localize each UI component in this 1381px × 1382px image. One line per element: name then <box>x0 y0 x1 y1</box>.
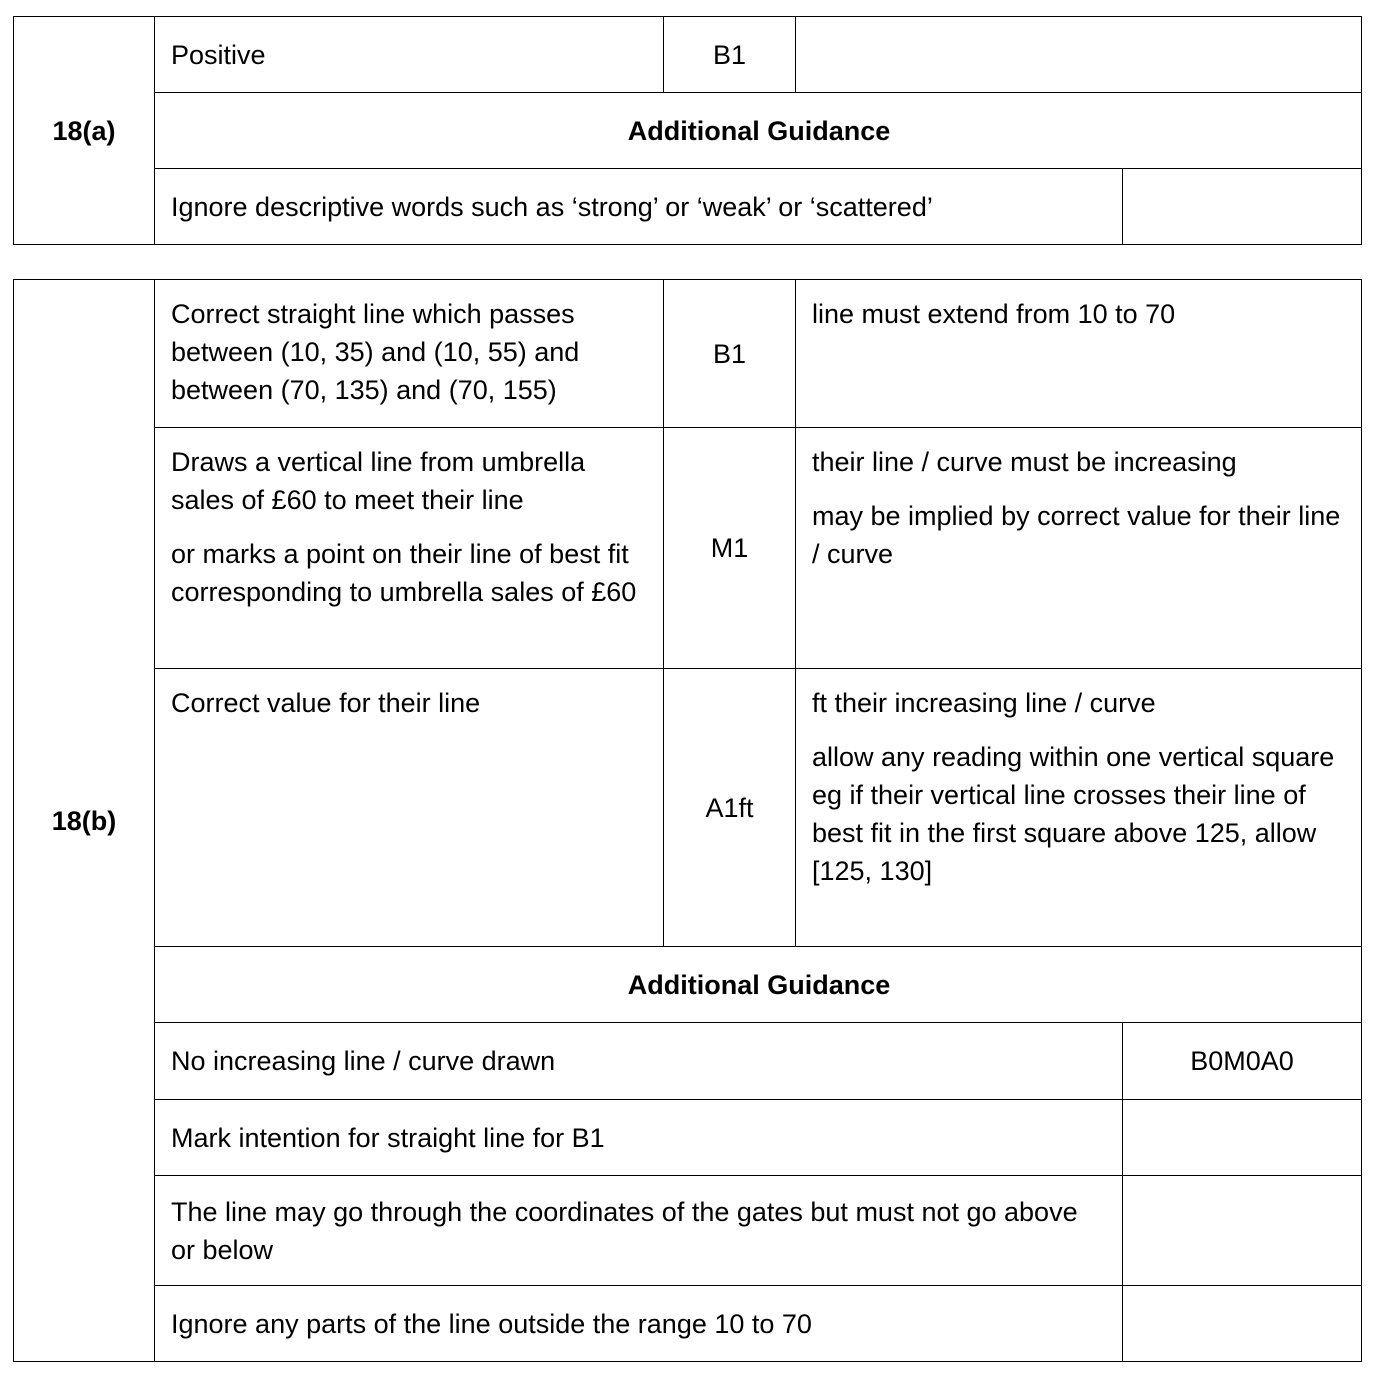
comments-cell <box>796 280 1362 428</box>
mark-cell: B1 <box>664 17 796 93</box>
marking-row <box>14 428 1362 669</box>
comment-text: may be implied by correct value for their line / curve <box>812 501 1341 569</box>
mark-cell: M1 <box>664 428 796 669</box>
comment-text: allow any reading within one vertical square <box>812 742 1335 772</box>
guidance-text: Ignore descriptive words such as ‘strong’ or ‘weak’ or ‘scattered’ <box>155 169 1123 245</box>
mark-scheme-table-18a <box>13 16 1362 245</box>
guidance-text: No increasing line / curve drawn <box>155 1023 1123 1100</box>
comment-text: their line / curve must be increasing <box>812 447 1237 477</box>
guidance-mark <box>1123 1286 1362 1362</box>
mark-cell: A1ft <box>664 669 796 947</box>
guidance-mark <box>1123 1176 1362 1286</box>
guidance-heading: Additional Guidance <box>155 947 1362 1023</box>
guidance-mark: B0M0A0 <box>1123 1023 1362 1100</box>
mark-scheme-table-18b <box>13 279 1362 1362</box>
guidance-row <box>14 1023 1362 1100</box>
answer-text: Draws a vertical line from umbrella sales of £60 to meet their line <box>171 447 586 515</box>
comment-text: eg if their vertical line crosses their line of best fit in the first square above 125, allow [125, 130] <box>812 780 1317 886</box>
answer-cell <box>155 280 664 428</box>
comments-cell <box>796 669 1362 947</box>
guidance-text: Mark intention for straight line for B1 <box>155 1100 1123 1176</box>
answer-cell <box>155 428 664 669</box>
marking-row <box>14 280 1362 428</box>
answer-text: Correct value for their line <box>171 688 481 718</box>
guidance-text: The line may go through the coordinates of the gates but must not go above or below <box>155 1176 1123 1286</box>
answer-cell <box>155 669 664 947</box>
marking-row <box>14 669 1362 947</box>
guidance-text: Ignore any parts of the line outside the range 10 to 70 <box>155 1286 1123 1362</box>
comment-text: ft their increasing line / curve <box>812 688 1156 718</box>
question-number: 18(b) <box>14 280 155 1362</box>
guidance-row <box>14 1176 1362 1286</box>
guidance-mark <box>1123 169 1362 245</box>
answer-cell: Positive <box>155 17 664 93</box>
mark-cell: B1 <box>664 280 796 428</box>
comment-text: line must extend from 10 to 70 <box>812 299 1176 329</box>
answer-text: Correct straight line which passes between (10, 35) and (10, 55) and between (70, 135) and (70, 155) <box>171 299 580 405</box>
comments-cell <box>796 428 1362 669</box>
guidance-row <box>14 1286 1362 1362</box>
guidance-row <box>14 1100 1362 1176</box>
guidance-mark <box>1123 1100 1362 1176</box>
guidance-heading: Additional Guidance <box>155 93 1362 169</box>
comments-cell <box>796 17 1362 93</box>
question-number: 18(a) <box>14 17 155 245</box>
answer-text: or marks a point on their line of best fit corresponding to umbrella sales of £60 <box>171 539 637 607</box>
